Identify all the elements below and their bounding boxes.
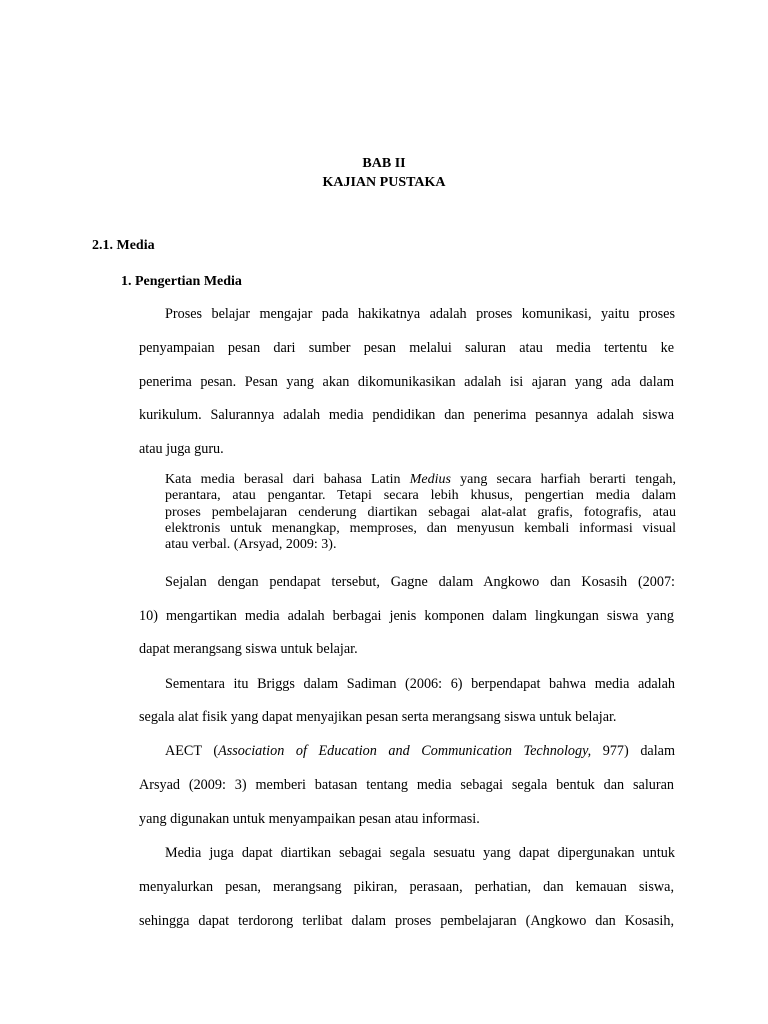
quote-line: perantara, atau pengantar. Tetapi secara lebih khusus, pengertian media dalam — [165, 488, 676, 504]
paragraph-line: AECT (Association of Education and Communication Technology, 977) dalam — [165, 743, 675, 759]
quote-line: elektronis untuk menangkap, memproses, dan menyusun kembali informasi visual — [165, 520, 676, 536]
latin-term: Medius — [409, 472, 451, 487]
paragraph-line: Sejalan dengan pendapat tersebut, Gagne dalam Angkowo dan Kosasih (2007: — [165, 574, 675, 590]
paragraph-line: menyalurkan pesan, merangsang pikiran, perasaan, perhatian, dan kemauan siswa, — [139, 879, 674, 895]
section-heading: 2.1. Media — [92, 238, 155, 253]
paragraph-line: yang digunakan untuk menyampaikan pesan atau informasi. — [139, 811, 480, 827]
organization-name: Association of Education and Communication Technology, — [218, 743, 592, 759]
quote-line: Kata media berasal dari bahasa Latin Medius yang secara harfiah berarti tengah, — [165, 472, 677, 487]
paragraph-line: penerima pesan. Pesan yang akan dikomunikasikan adalah isi ajaran yang ada dalam — [139, 374, 674, 390]
block-quote — [165, 472, 676, 553]
quote-line: proses pembelajaran cenderung diartikan sebagai alat-alat grafis, fotografis, atau — [165, 504, 676, 520]
paragraph-line: kurikulum. Salurannya adalah media pendidikan dan penerima pesannya adalah siswa — [139, 407, 674, 423]
subsection-heading: 1. Pengertian Media — [121, 274, 242, 289]
paragraph-line: Arsyad (2009: 3) memberi batasan tentang media sebagai segala bentuk dan saluran — [139, 777, 674, 793]
paragraph-line: dapat merangsang siswa untuk belajar. — [139, 641, 358, 657]
paragraph-line: atau juga guru. — [139, 441, 224, 457]
chapter-number: BAB II — [362, 156, 406, 171]
paragraph-line: Sementara itu Briggs dalam Sadiman (2006: 6) berpendapat bahwa media adalah — [165, 676, 675, 692]
paragraph-line: sehingga dapat terdorong terlibat dalam proses pembelajaran (Angkowo dan Kosasih, — [139, 913, 674, 929]
paragraph-line: Proses belajar mengajar pada hakikatnya adalah proses komunikasi, yaitu proses — [165, 306, 675, 322]
paragraph-line: Media juga dapat diartikan sebagai segala sesuatu yang dapat dipergunakan untuk — [165, 845, 675, 861]
paragraph-line: 10) mengartikan media adalah berbagai jenis komponen dalam lingkungan siswa yang — [139, 608, 674, 624]
paragraph-line: segala alat fisik yang dapat menyajikan pesan serta merangsang siswa untuk belajar. — [139, 709, 617, 725]
chapter-title: KAJIAN PUSTAKA — [322, 175, 446, 190]
paragraph-line: penyampaian pesan dari sumber pesan melalui saluran atau media tertentu ke — [139, 340, 674, 356]
quote-line: atau verbal. (Arsyad, 2009: 3). — [165, 537, 337, 553]
